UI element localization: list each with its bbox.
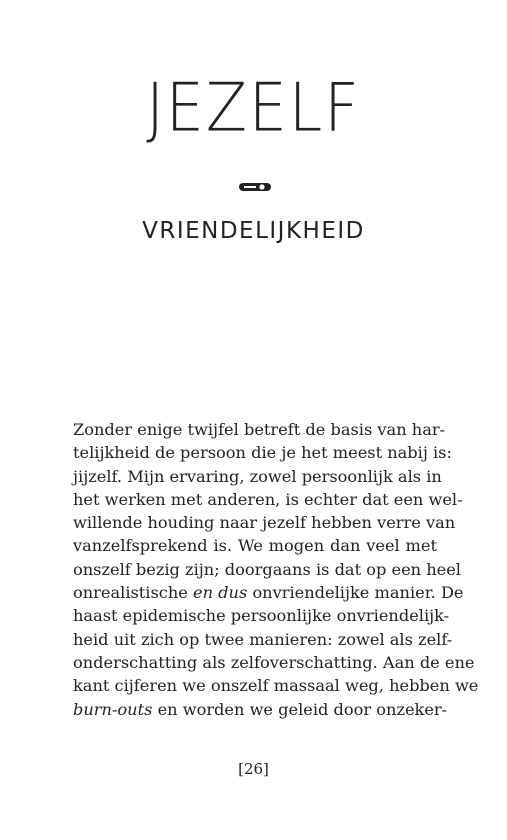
chapter-title: JEZELF	[146, 68, 361, 148]
text-line: telijkheid de persoon die je het meest nabij is:	[73, 443, 452, 463]
chapter-subtitle: VRIENDELIJKHEID	[142, 218, 365, 244]
text-line: onderschatting als zelfoverschatting. Aan de ene	[73, 652, 475, 672]
text-segment: en worden we geleid door onzeker-	[157, 699, 448, 719]
text-segment: onrealistische	[73, 583, 188, 603]
text-line: het werken met anderen, is echter dat een wel-	[73, 489, 463, 509]
text-line: jijzelf. Mijn ervaring, zowel persoonlijk als in	[73, 466, 442, 486]
page-number: [26]	[238, 760, 269, 778]
text-line: kant cijferen we onszelf massaal weg, hebben we	[73, 676, 479, 696]
text-line: onszelf bezig zijn; doorgaans is dat op een heel	[73, 559, 461, 579]
text-line	[73, 581, 464, 604]
text-line: willende houding naar jezelf hebben verre van	[73, 513, 456, 533]
text-line: haast epidemische persoonlijke onvriendelijk-	[73, 606, 450, 626]
text-line: Zonder enige twijfel betreft de basis van har-	[73, 420, 446, 439]
text-line: heid uit zich op twee manieren: zowel als zelf-	[73, 629, 453, 649]
key-icon	[238, 180, 272, 194]
body-paragraph	[73, 418, 479, 721]
text-segment: onvriendelijke manier. De	[252, 583, 464, 603]
text-line	[73, 698, 448, 721]
italic-text: en dus	[193, 583, 248, 603]
italic-text: burn-outs	[73, 699, 153, 719]
text-line: vanzelfsprekend is. We mogen dan veel met	[73, 536, 437, 556]
